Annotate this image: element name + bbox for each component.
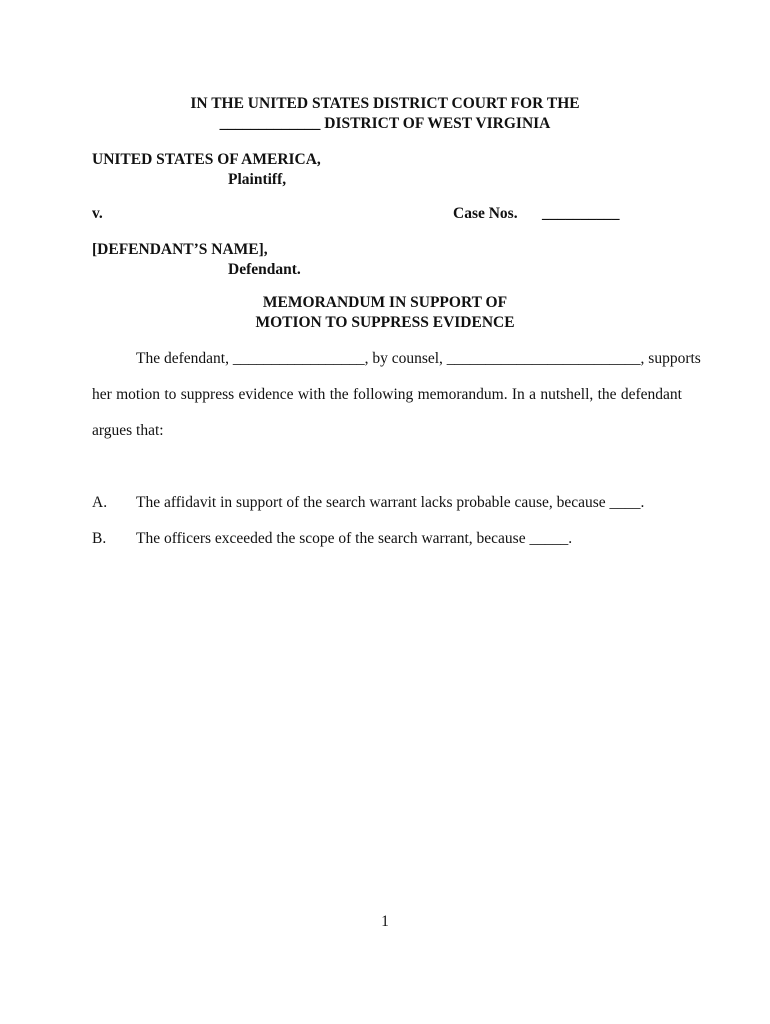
case-number-label: Case Nos. bbox=[453, 205, 518, 222]
intro-paragraph-line2: her motion to suppress evidence with the following memorandum. In a nutshell, the defendant bbox=[92, 386, 682, 403]
plaintiff-role: Plaintiff, bbox=[228, 171, 287, 188]
memo-title-line2: MOTION TO SUPPRESS EVIDENCE bbox=[255, 314, 515, 331]
argument-b-marker: B. bbox=[92, 530, 107, 547]
defendant-name: [DEFENDANT’S NAME], bbox=[92, 241, 268, 258]
case-number-blank: __________ bbox=[542, 205, 620, 222]
versus-label: v. bbox=[92, 205, 103, 222]
argument-b-text: The officers exceeded the scope of the search warrant, because _____. bbox=[136, 530, 573, 547]
intro-paragraph-line1: The defendant, _________________, by counsel, _________________________, supports bbox=[136, 350, 701, 367]
court-heading-line2: _____________ DISTRICT OF WEST VIRGINIA bbox=[219, 115, 551, 132]
argument-a-text: The affidavit in support of the search warrant lacks probable cause, because ____. bbox=[136, 494, 645, 511]
plaintiff-name: UNITED STATES OF AMERICA, bbox=[92, 151, 321, 168]
page-number: 1 bbox=[381, 913, 389, 930]
memo-title-line1: MEMORANDUM IN SUPPORT OF bbox=[262, 294, 508, 311]
argument-a-marker: A. bbox=[92, 494, 108, 511]
court-heading-line1: IN THE UNITED STATES DISTRICT COURT FOR THE bbox=[190, 95, 580, 112]
intro-paragraph-line3: argues that: bbox=[92, 422, 164, 439]
defendant-role: Defendant. bbox=[228, 261, 301, 278]
